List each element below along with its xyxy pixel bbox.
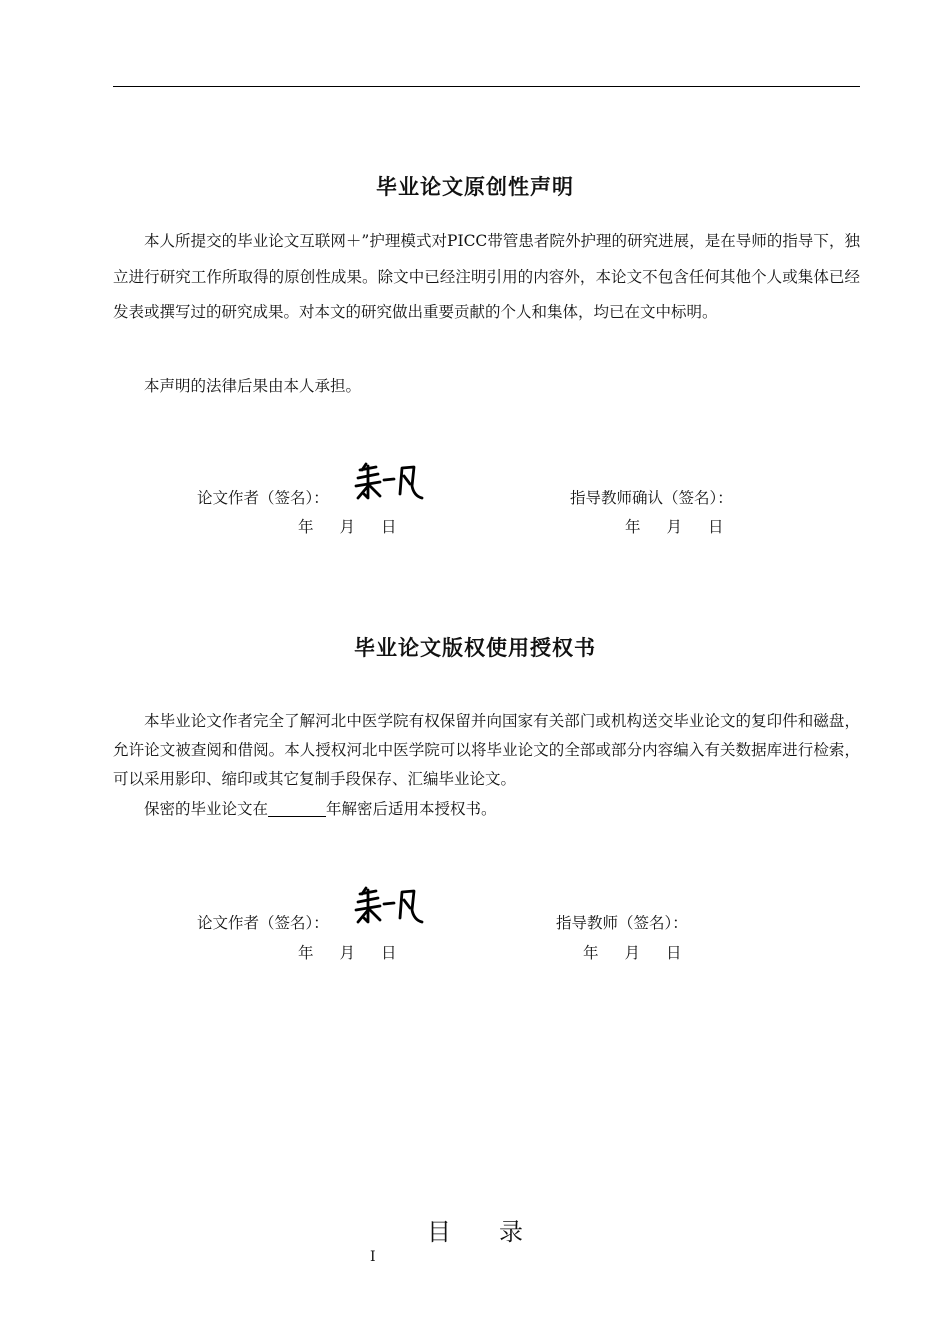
blank-line — [268, 801, 326, 818]
toc-char-1: 目 — [427, 1218, 451, 1246]
authorization-paragraph-2-before: 保密的毕业论文在 — [144, 800, 269, 818]
date-month: 月 — [339, 944, 356, 962]
toc-title — [0, 1212, 950, 1247]
authorization-paragraph-2 — [113, 795, 860, 823]
date-year: 年 — [583, 944, 599, 962]
date-year: 年 — [298, 944, 314, 962]
date-year: 年 — [625, 518, 641, 536]
date-month: 月 — [339, 518, 356, 536]
authorization-advisor-label: 指导教师（签名）： — [556, 914, 688, 932]
declaration-advisor-label: 指导教师确认（签名）： — [570, 489, 733, 507]
declaration-paragraph-2: 本声明的法律后果由本人承担。 — [144, 377, 362, 395]
date-month: 月 — [624, 944, 641, 962]
authorization-paragraph-1: 本毕业论文作者完全了解河北中医学院有权保留并向国家有关部门或机构送交毕业论文的复印件和磁盘，允许论文被查阅和借阅。本人授权河北中医学院可以将毕业论文的全部或部分内容编入有关数据库进行检索，可以采用影印、缩印或其它复制手段保存、汇编毕业论文。 — [113, 712, 860, 788]
author-signature-2 — [350, 882, 430, 928]
authorization-advisor-date — [583, 941, 682, 963]
page-number: I — [370, 1249, 376, 1265]
declaration-author-label: 论文作者（签名）： — [197, 489, 329, 507]
declaration-paragraph-1: 本人所提交的毕业论文互联网＋”护理模式对PICC带管患者院外护理的研究进展，是在导师的指导下，独立进行研究工作所取得的原创性成果。除文中已经注明引用的内容外，本论文不包含任何其他个人或集体已经发表或撰写过的研究成果。对本文的研究做出重要贡献的个人和集体，均已在文中标明。 — [113, 232, 860, 321]
author-signature-1 — [350, 458, 430, 504]
declaration-author-date — [298, 515, 397, 537]
authorization-paragraph-2-after: 年解密后适用本授权书。 — [326, 800, 497, 818]
date-day: 日 — [708, 518, 724, 536]
date-day: 日 — [381, 518, 397, 536]
date-year: 年 — [298, 518, 314, 536]
authorization-title: 毕业论文版权使用授权书 — [354, 636, 596, 660]
date-day: 日 — [666, 944, 682, 962]
authorization-author-label: 论文作者（签名）： — [197, 914, 329, 932]
declaration-advisor-date — [625, 515, 724, 537]
authorization-author-date — [298, 941, 397, 963]
declaration-title: 毕业论文原创性声明 — [376, 175, 574, 199]
toc-char-2: 录 — [499, 1218, 523, 1246]
date-day: 日 — [381, 944, 397, 962]
header-rule — [113, 86, 860, 87]
date-month: 月 — [666, 518, 683, 536]
